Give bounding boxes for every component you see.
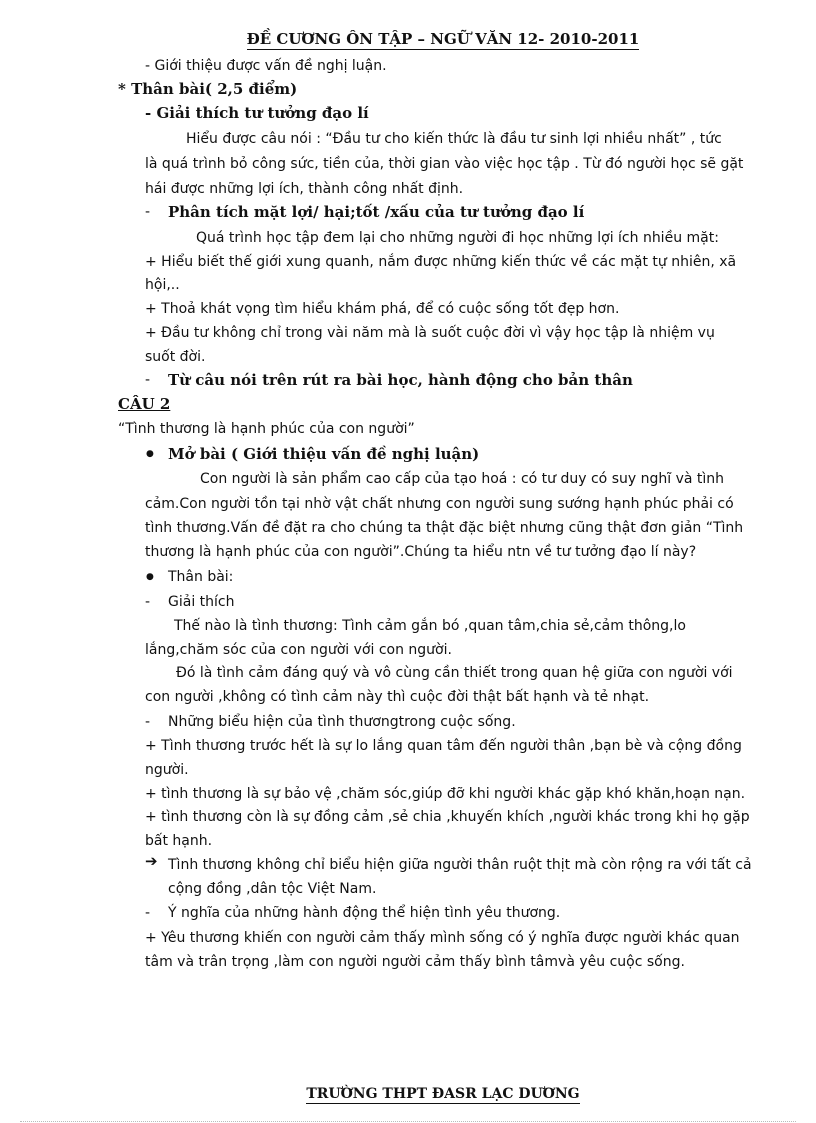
text-line: hội,..: [145, 277, 180, 293]
dash-marker: -: [145, 714, 151, 730]
question-heading: CÂU 2: [118, 395, 171, 413]
text-line: suốt đời.: [145, 349, 206, 365]
page-footer: [0, 1086, 816, 1104]
text-line: + Yêu thương khiến con người cảm thấy mình sống có ý nghĩa được người khác quan: [145, 930, 740, 946]
question-prompt: “Tình thương là hạnh phúc của con người”: [118, 421, 415, 437]
section-heading: Từ câu nói trên rút ra bài học, hành động cho bản thân: [168, 371, 633, 389]
text-line: + Đầu tư không chỉ trong vài năm mà là suốt cuộc đời vì vậy học tập là nhiệm vụ: [145, 325, 715, 341]
section-heading: ● Mở bài ( Giới thiệu vấn đề nghị luận): [168, 442, 479, 466]
text-line: - Giới thiệu được vấn đề nghị luận.: [145, 58, 387, 74]
text-line: Ý nghĩa của những hành động thể hiện tình yêu thương.: [168, 905, 561, 921]
text-line: tình thương.Vấn đề đặt ra cho chúng ta thật đặc biệt nhưng cũng thật đơn giản “Tình: [145, 520, 744, 536]
section-heading: Phân tích mặt lợi/ hại;tốt /xấu của tư tưởng đạo lí: [168, 203, 585, 221]
text-line: người.: [145, 762, 189, 778]
footer-school: TRƯỜNG THPT ĐASR LẠC DƯƠNG: [306, 1086, 580, 1102]
text-line: Con người là sản phẩm cao cấp của tạo hoá : có tư duy có suy nghĩ và tình: [200, 471, 725, 487]
bullet-item: ● Thân bài:: [168, 565, 233, 589]
text-line: Tình thương không chỉ biểu hiện giữa người thân ruột thịt mà còn rộng ra với tất cả: [168, 857, 752, 873]
section-heading: * Thân bài( 2,5 điểm): [118, 80, 298, 98]
text-line: Giải thích: [168, 594, 235, 610]
text-line: con người ,không có tình cảm này thì cuộc đời thật bất hạnh và tẻ nhạt.: [145, 689, 650, 705]
text-line: cộng đồng ,dân tộc Việt Nam.: [168, 881, 377, 897]
text-line: thương là hạnh phúc của con người”.Chúng ta hiểu ntn về tư tưởng đạo lí này?: [145, 544, 697, 560]
text-line: + Thoả khát vọng tìm hiểu khám phá, để có cuộc sống tốt đẹp hơn.: [145, 301, 620, 317]
dash-marker: -: [145, 594, 151, 610]
text-line: bất hạnh.: [145, 833, 213, 849]
text-line: Quá trình học tập đem lại cho những người đi học những lợi ích nhiều mặt:: [196, 230, 719, 246]
section-heading: - Giải thích tư tưởng đạo lí: [145, 104, 369, 122]
text-line: tâm và trân trọng ,làm con người người cảm thấy bình tâmvà yêu cuộc sống.: [145, 954, 685, 970]
text-line: Thế nào là tình thương: Tình cảm gắn bó ,quan tâm,chia sẻ,cảm thông,lo: [174, 618, 686, 634]
text-line: + Hiểu biết thế giới xung quanh, nắm được những kiến thức về các mặt tự nhiên, xã: [145, 254, 737, 270]
dash-marker: -: [145, 372, 151, 388]
text-line: cảm.Con người tồn tại nhờ vật chất nhưng con người sung sướng hạnh phúc phải có: [145, 496, 734, 512]
text-line: là quá trình bỏ công sức, tiền của, thời gian vào việc học tập . Từ đó người học sẽ gặt: [145, 156, 744, 172]
header-title: ĐỀ CƯƠNG ÔN TẬP – NGỮ VĂN 12- 2010-2011: [246, 30, 640, 48]
page-bottom-divider: [20, 1121, 796, 1122]
page-header: [0, 30, 816, 50]
text-line: Đó là tình cảm đáng quý và vô cùng cần thiết trong quan hệ giữa con người với: [176, 665, 733, 681]
text-line: Hiểu được câu nói : “Đầu tư cho kiến thức là đầu tư sinh lợi nhiều nhất” , tức: [186, 131, 722, 147]
dash-marker: -: [145, 905, 151, 921]
text-line: + tình thương là sự bảo vệ ,chăm sóc,giúp đỡ khi người khác gặp khó khăn,hoạn nạn.: [145, 786, 746, 802]
text-line: + Tình thương trước hết là sự lo lắng quan tâm đến người thân ,bạn bè và cộng đồng: [145, 738, 742, 754]
text-line: hái được những lợi ích, thành công nhất định.: [145, 181, 464, 197]
text-line: + tình thương còn là sự đồng cảm ,sẻ chia ,khuyến khích ,người khác trong khi họ gặp: [145, 809, 750, 825]
text-line: Những biểu hiện của tình thươngtrong cuộc sống.: [168, 714, 516, 730]
dash-marker: -: [145, 204, 151, 220]
arrow-icon: ➔: [145, 852, 158, 870]
text-line: lắng,chăm sóc của con người với con người.: [145, 642, 452, 658]
